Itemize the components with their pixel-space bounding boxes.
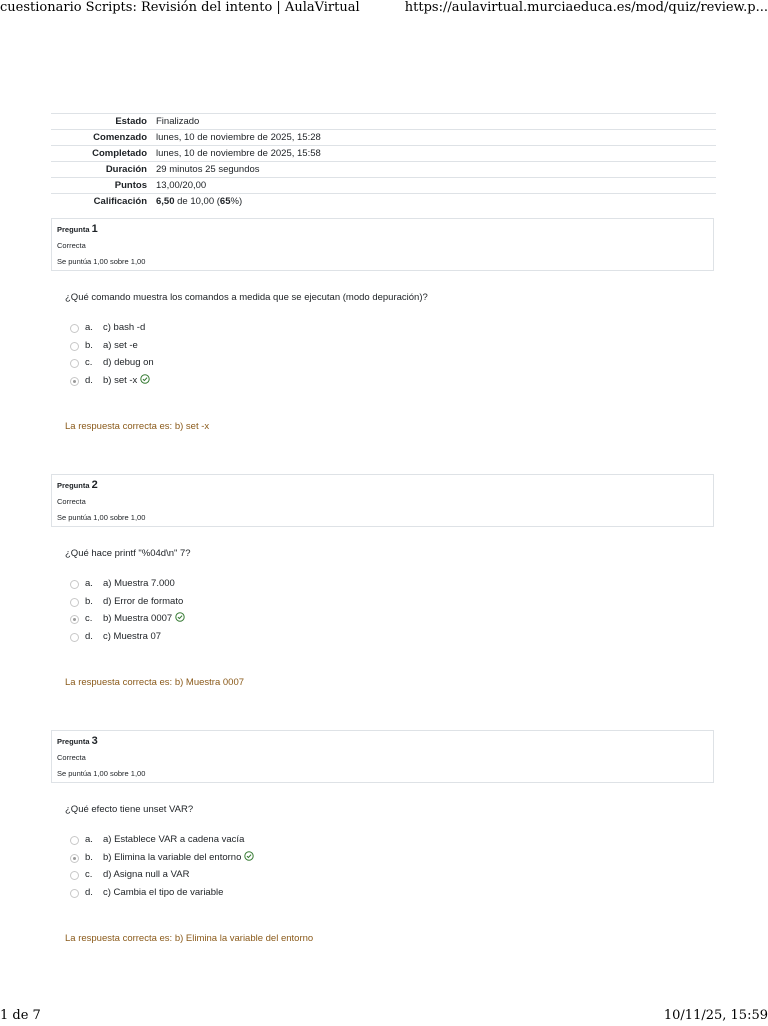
- answer-letter: c.: [85, 869, 93, 880]
- summary-value: lunes, 10 de noviembre de 2025, 15:28: [156, 130, 716, 146]
- question-info-box: [51, 218, 714, 271]
- question-state: Correcta: [57, 753, 86, 762]
- summary-value: 13,00/20,00: [156, 178, 716, 194]
- answer-letter: c.: [85, 357, 93, 368]
- question-prefix: Pregunta: [57, 225, 90, 234]
- answer-text: d) Error de formato: [103, 596, 184, 607]
- answer-text: c) Cambia el tipo de variable: [103, 887, 224, 898]
- answer-text: a) Muestra 7.000: [103, 578, 175, 589]
- question-number: [57, 735, 98, 747]
- question-prefix: Pregunta: [57, 481, 90, 490]
- grade-percent: 65: [219, 196, 231, 207]
- print-footer: [0, 1008, 768, 1026]
- answer-radio[interactable]: [70, 871, 79, 880]
- summary-grade-value: [156, 194, 716, 210]
- answer-radio[interactable]: [70, 889, 79, 898]
- answer-radio[interactable]: [70, 580, 79, 589]
- answer-text: c) Muestra 07: [103, 631, 162, 642]
- answer-text: c) bash -d: [103, 322, 146, 333]
- answer-letter: a.: [85, 834, 93, 845]
- summary-label: Comenzado: [51, 130, 156, 146]
- summary-label: Duración: [51, 162, 156, 178]
- question-number: [57, 223, 98, 235]
- answer-letter: b.: [85, 340, 93, 351]
- summary-label: Calificación: [51, 194, 156, 210]
- answer-letter: a.: [85, 322, 93, 333]
- summary-label: Estado: [51, 114, 156, 130]
- answer-radio[interactable]: [70, 359, 79, 368]
- question-grade: Se puntúa 1,00 sobre 1,00: [57, 257, 146, 266]
- answer-radio-checked[interactable]: [70, 615, 79, 624]
- summary-row: [51, 146, 716, 162]
- answer-radio[interactable]: [70, 324, 79, 333]
- answer-text: d) Asigna null a VAR: [103, 869, 190, 880]
- question-info-box: [51, 730, 714, 783]
- answer-text-wrap: [103, 852, 254, 863]
- answer-text-wrap: [103, 613, 185, 624]
- print-page-number: 1 de 7: [0, 1008, 41, 1023]
- grade-end: %): [230, 196, 243, 207]
- question-info-box: [51, 474, 714, 527]
- answer-text: b) set -x: [103, 375, 138, 386]
- answer-letter: d.: [85, 375, 93, 386]
- answer-radio[interactable]: [70, 598, 79, 607]
- answer-radio-checked[interactable]: [70, 377, 79, 386]
- answer-text: a) set -e: [103, 340, 138, 351]
- summary-label: Completado: [51, 146, 156, 162]
- answer-radio-checked[interactable]: [70, 854, 79, 863]
- right-answer-feedback: La respuesta correcta es: b) set -x: [65, 421, 210, 432]
- print-datetime: 10/11/25, 15:59: [663, 1008, 768, 1023]
- summary-row: [51, 178, 716, 194]
- question-number-value: 1: [91, 223, 98, 235]
- answer-letter: d.: [85, 631, 93, 642]
- answer-text: b) Muestra 0007: [103, 613, 173, 624]
- question-number-value: 2: [91, 479, 98, 491]
- summary-label: Puntos: [51, 178, 156, 194]
- answer-letter: a.: [85, 578, 93, 589]
- question-number: [57, 479, 98, 491]
- question-number-value: 3: [91, 735, 98, 747]
- question-text: ¿Qué comando muestra los comandos a medida que se ejecutan (modo depuración)?: [65, 292, 428, 303]
- check-circle-icon: [244, 851, 254, 861]
- summary-row: [51, 162, 716, 178]
- summary-row-grade: [51, 194, 716, 210]
- answer-letter: b.: [85, 596, 93, 607]
- answer-letter: c.: [85, 613, 93, 624]
- question-state: Correcta: [57, 497, 86, 506]
- question-text: ¿Qué efecto tiene unset VAR?: [65, 804, 194, 815]
- answer-letter: d.: [85, 887, 93, 898]
- answer-radio[interactable]: [70, 633, 79, 642]
- answer-letter: b.: [85, 852, 93, 863]
- check-circle-icon: [140, 374, 150, 384]
- right-answer-feedback: La respuesta correcta es: b) Muestra 0007: [65, 677, 245, 688]
- summary-row: [51, 130, 716, 146]
- check-circle-icon: [175, 612, 185, 622]
- answer-radio[interactable]: [70, 342, 79, 351]
- answer-text-wrap: [103, 375, 150, 386]
- print-header: [0, 0, 768, 18]
- right-answer-feedback: La respuesta correcta es: b) Elimina la variable del entorno: [65, 933, 314, 944]
- summary-value: Finalizado: [156, 114, 716, 130]
- answer-text: b) Elimina la variable del entorno: [103, 852, 242, 863]
- summary-value: 29 minutos 25 segundos: [156, 162, 716, 178]
- print-page-url: https://aulavirtual.murciaeduca.es/mod/quiz/review.p...: [404, 0, 768, 15]
- answer-text: d) debug on: [103, 357, 154, 368]
- grade-middle: de 10,00 (: [174, 196, 220, 207]
- question-state: Correcta: [57, 241, 86, 250]
- attempt-summary-table: [51, 113, 716, 209]
- print-page-title: cuestionario Scripts: Revisión del intento | AulaVirtual: [0, 0, 360, 15]
- question-grade: Se puntúa 1,00 sobre 1,00: [57, 513, 146, 522]
- question-grade: Se puntúa 1,00 sobre 1,00: [57, 769, 146, 778]
- answer-text: a) Establece VAR a cadena vacía: [103, 834, 245, 845]
- answer-radio[interactable]: [70, 836, 79, 845]
- summary-value: lunes, 10 de noviembre de 2025, 15:58: [156, 146, 716, 162]
- grade-score: 6,50: [156, 196, 175, 207]
- question-text: ¿Qué hace printf "%04d\n" 7?: [65, 548, 191, 559]
- question-prefix: Pregunta: [57, 737, 90, 746]
- summary-row: [51, 114, 716, 130]
